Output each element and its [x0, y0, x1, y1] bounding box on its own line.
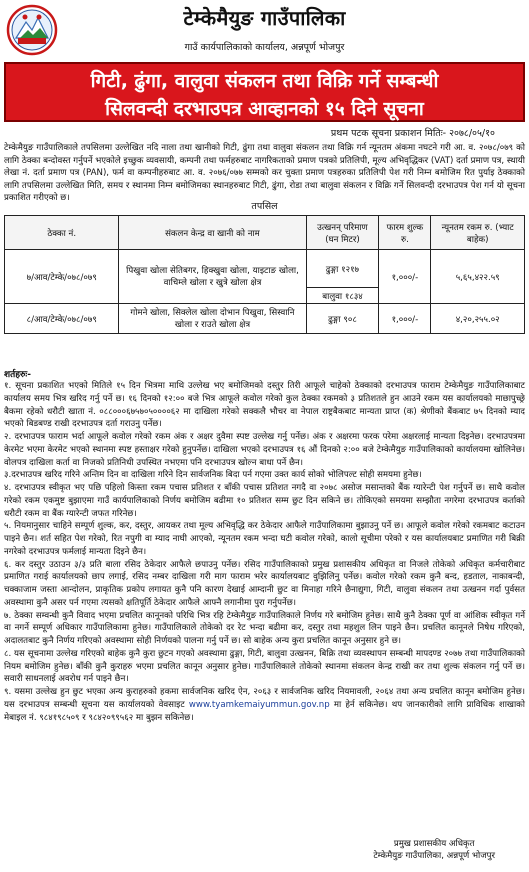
details-heading: तपसिल [251, 201, 278, 212]
quantity: बालुवा १८३४ [306, 288, 379, 304]
contract-no: ७/आव/टेम्के/०७८/०७९ [5, 250, 119, 304]
signature-block [373, 838, 495, 862]
column-header-location: संकलन केन्द्र वा खानी को नाम [119, 216, 306, 250]
notice-title-line-2: सिलवन्दी दरभाउपत्र आव्हानको १५ दिने सूचना [105, 98, 424, 120]
organization-office: गाउँ कार्यपालिकाको कार्यालय, अन्नपूर्ण भोजपुर [184, 42, 345, 53]
table-header-row [5, 216, 525, 250]
term-item: २. दरभाउपत्र फाराम भर्दा आफूले कवोल गरेको रकम अंक र अक्षर दुवैमा स्पष्ट उल्लेख गर्नु पर्नेछ। अंक र अक्षरमा फरक परेमा अक्षरलाई मान्यता दिइनेछ। दरभाउपत्रमा केरमेट भएमा केरमेट भएको स्थानमा स्पष्ट हस्ताक्षर गरेको हुनुपर्नेछ। दाखिला भएको दरभाउपत्र १६ औं दिनको २:०० बजे टेम्केमैयुङ गाउँपालिकाको कार्यालयमा खोलिनेछ। वोलपत्र दाखिला कर्ता वा निजको प्रतिनिधी उपस्थित नभएमा पनि दरभाउपत्र खोल्न बाधा पर्ने छैन। [4, 432, 525, 468]
notice-title-banner [4, 62, 525, 122]
letterhead [0, 0, 529, 66]
term-item: ३.दरभाउपत्र खरिद गरिने अन्तिम दिन वा दाखिला गरिने दिन सार्वजनिक बिदा पर्न गएमा उक्त कार्य सोको भोलिपल्ट सोही समयमा हुनेछ। [4, 470, 422, 481]
term-item: ७. ठेक्का सम्वन्धी कुनै विवाद भएमा प्रचलित कानूनको परिधि भित्र रहि टेम्केमैयुङ गाउँपालिकाले निर्णय गरे बमोजिम हुनेछ। साथै कुनै ठेक्का पूर्ण वा आंशिक स्वीकृत गर्ने वा नगर्ने सम्पूर्ण अधिकार गाउँपालिकामा हुनेछ। गाउँपालिकाले तोकेको दर रेट भन्दा बढीमा कर, दस्तुर तथा महशुल लिन पाइने छैन। प्रचलित कानूनले निषेध गरिएको, अदालतबाट कुनै निर्णय गरिएको अवस्थामा सोही निर्णयको पालना गर्नु पर्ने छ। सो बाहेक अन्य कुरा प्रचलित कानून अनुसार हुने छ। [4, 610, 525, 646]
min-amount: ४,२०,२५५.०२ [431, 304, 525, 334]
form-fee: १,०००/- [379, 250, 431, 304]
term-item: ८. यस सूचनामा उल्लेख गरिएको बाहेक कुनै कुरा छुटन गएको अवस्थामा ढुङ्गा, गिटी, बालुवा उत्खनन, बिक्रि तथा व्यवस्थापन सम्बन्धी मापदण्ड २०७७ तथा गाउँपालिकाको नियम बमोजिम हुनेछ। बाँकी कुनै कुराहरु भएमा प्रचलित कानून अनुसार हुनेछ। गाउँपालिकाले तोकेको स्थानमा संकलन केन्द्र राखी कर तथा शुल्क संकलन गर्नु पर्ने छ। सवारी साधनलाई अवरोध गर्न पाइने छैन। [4, 648, 525, 685]
column-header-min-amount: न्यूनतम रकम रु. (भ्याट बाहेक) [431, 216, 525, 250]
organization-name: टेम्केमैयुङ गाउँपालिका [183, 6, 346, 30]
quantity: ढुङ्गा १२१७ [306, 250, 379, 288]
terms-heading: शर्तहरुः- [4, 370, 31, 380]
table-row [5, 304, 525, 334]
table-row [5, 250, 525, 288]
term-text: ९. यसमा उल्लेख हुन छुट भएका अन्य कुराहरुको हकमा सार्वजनिक खरिद ऐन, २०६३ र सार्वजनिक खरिद नियमावली, २०६४ तथा अन्य प्रचलित कानून बमोजिम हुनेछ। यस दरभाउपत्र सम्बन्धी सूचना यस कार्यालयको वेवसाइट [4, 687, 525, 710]
term-item [4, 686, 525, 724]
term-item: ६. कर दस्तुर उठाउन ३/३ प्रति बाला रसिद ठेकेदार आफैले छपाउनु पर्नेछ। रसिद गाउँपालिकाको प्रमुख प्रशासकीय अधिकृत वा निजले तोकेको अधिकृत कर्मचारीबाट प्रमाणित गराई कार्यालयको छाप लगाई, रसिद नम्बर दाखिला गरी माग फाराम भरेर कार्यालयबाट वुझिलिनु पर्नेछ। कवोल गरेको रकम कुनै बन्द, हडताल, नाकाबन्दी, चक्काजाम जस्ता आन्दोलन, प्राकृतिक प्रकोप लगायत कुनै पनि कारण देखाई आम्दानी छुट वा मिनाहा गरिने छैनाद्युगा, गिटी, वालुवा संकलन तथा उत्खनन गर्दा पुर्वसत अवस्थामा कुनै असर पर्न गएमा त्यसको क्षतिपूर्ति ठेकेदार आफैले आफ्नै लगानीमा पुरा गर्नुपर्नेछ। [4, 559, 525, 608]
term-item: ५. नियमानुसार चाहिने सम्पूर्ण शुल्क, कर, दस्तुर, आयकर तथा मूल्य अभिवृद्धि कर ठेकेदार आफैले गाउँपालिकामा बुझाउनु पर्ने छ। आफूले कवोल गरेको रकमबाट कटाउन पाइने छैन। शर्त सहित पेश गरेको, रित नपुगी वा म्याद नाघी आएको, न्यूनतम रकम भन्दा घटी कवोल गरेको, कालो सूचीमा परेको र यस कार्यालयबाट प्रमाणित गरी बिक्री नगरेको दरभाउपत्र फर्मलाई मान्यता दिइने छैन। [4, 521, 525, 557]
quantity: ढुङ्गा ९०८ [306, 304, 379, 334]
column-header-quantity: उत्खनन् परिमाण (घन मिटर) [306, 216, 379, 250]
column-header-contract-no: ठेक्का नं. [5, 216, 119, 250]
form-fee: १,०००/- [379, 304, 431, 334]
min-amount: ५,६५,४२२.५९ [431, 250, 525, 304]
signatory-office: टेम्केमैयुङ गाउँपालिका, अन्नपूर्ण भोजपुर [373, 851, 495, 861]
location: गोमने खोला, सिक्लेल खोला दोभान पिखुवा, सिस्वानि खोला र राउते खोला क्षेत्र [119, 304, 306, 334]
signatory-role: प्रमुख प्रशासकीय अधिकृत [393, 839, 475, 849]
term-text: मा हेर्न सकिनेछ। थप जानकारीको लागि प्राविधिक शाखाको मेबाइल नं. ९८४१९८५०९ र ९८४२०९९५६२ मा बुझन सकिनेछ। [4, 699, 525, 723]
contract-table [4, 215, 525, 334]
contract-no: ८/आव/टेम्के/०७८/०७९ [5, 304, 119, 334]
intro-paragraph: टेम्केमैयुङ गाउँपालिकाले तपसिलमा उल्लेखित नदि नाला तथा खानीको गिटी, ढुंगा तथा वालुवा संकलन तथा विक्रि गर्न न्यूनतम अंकमा नघटने गरी आ. व. २०७८/०७९ को लागि ठेक्का बन्दोवस्त गर्नुपर्ने भएकोले इच्छुक व्यवसायी, कम्पनी तथा फर्महरुबाट नागरिकताको प्रमाण पत्रको प्रतिलिपी, मूल्य अभिवृद्धिकर (VAT) दर्ता प्रमाण पत्र, स्थायी लेखा नं. दर्ता प्रमाण पत्र (PAN), फर्म वा कम्पनीहरुबाट आ. व. २०७६/०७७ सम्मको कर चुक्ता प्रमाण पत्रहरुका प्रतिलिपी पेश गरी निम्न बमोजिम रित पुर्याइ ठेक्काको लागि तपसिलमा उल्लेखित मिति, समय र स्थानमा निम्न बमोजिमका स्थानहरुबाट गिटी, ढुंगा, रोडा तथा बालुवा संकलन र विक्रि गर्ने सिलवन्दी दरभाउपत्र पेश गर्न यो सूचना प्रकाशित गरीएको छ। [4, 143, 525, 204]
column-header-form-fee: फारम शुल्क रु. [379, 216, 431, 250]
publication-date: प्रथम पटक सूचना प्रकाशन मितिः- २०७८/०५/१० [330, 128, 495, 139]
website-link[interactable]: www.tyamkemaiyummun.gov.np [188, 699, 330, 710]
term-item: ४. दरभाउपत्र स्वीकृत भए पछि पहिलो किस्ता रकम पचास प्रतिशत र बाँकी पचास प्रतिशत नगदै वा २०७८ असोज मसान्तको बैंक ग्यारेन्टी पेश गर्नुपर्ने छ। साथै कवोल गरेको रकम एकमुष्ट बुझाएमा गाउँ कार्यपालिकाको निर्णय बमोजिम बढीमा १० प्रतिशत सम्म छुट दिन सकिने छ। तोकिएको समयमा सम्झौता नगरेमा दरभाउपत्र कर्ताको धरौटी रकम वा बैंक ग्यारेन्टी जफत गरिनेछ। [4, 483, 525, 519]
notice-title-line-1: गिटी, ढुंगा, वालुवा संकलन तथा विक्रि गर्ने सम्बन्धी [90, 70, 439, 92]
term-item: १. सूचना प्रकाशित भएको मितिले १५ दिन भित्रमा माथि उल्लेख भए बमोजिमको दस्तुर तिरी आफूले चाहेको ठेक्काको दरभाउपत्र फाराम टेम्केमैयुङ गाउँपालिकाबाट कार्यालय समय भित्र खरिद गर्नु पर्ने छ। १६ दिनको १२:०० बजे भित्र आफूले कवोल गरेको कुल ठेक्का रकमको ३ प्रतिशतले हुन आउने रकम यस कार्यालयको माछापुच्छ्रे बैकमा रहेको धरौटी खाता नं. ०८८०००६७५७०५००००६२ मा दाखिला गरेको सक्कलै भौचर वा नेपाल राष्ट्रबैकबाट मान्यता प्राप्त (क) श्रेणीको बैंकबाट ७५ दिनको म्याद भएको बिडबण्ड राखी दरभाउपत्र दर्ता गराउनु पर्नेछ। [4, 381, 525, 430]
location: पिखुवा खोला सेतिबगर, हिक्खुवा खोला, याइटाङ खोला, वाचिम्ले खोला र खुत्रे खोला क्षेत्र [119, 250, 306, 304]
terms-list [4, 380, 525, 724]
